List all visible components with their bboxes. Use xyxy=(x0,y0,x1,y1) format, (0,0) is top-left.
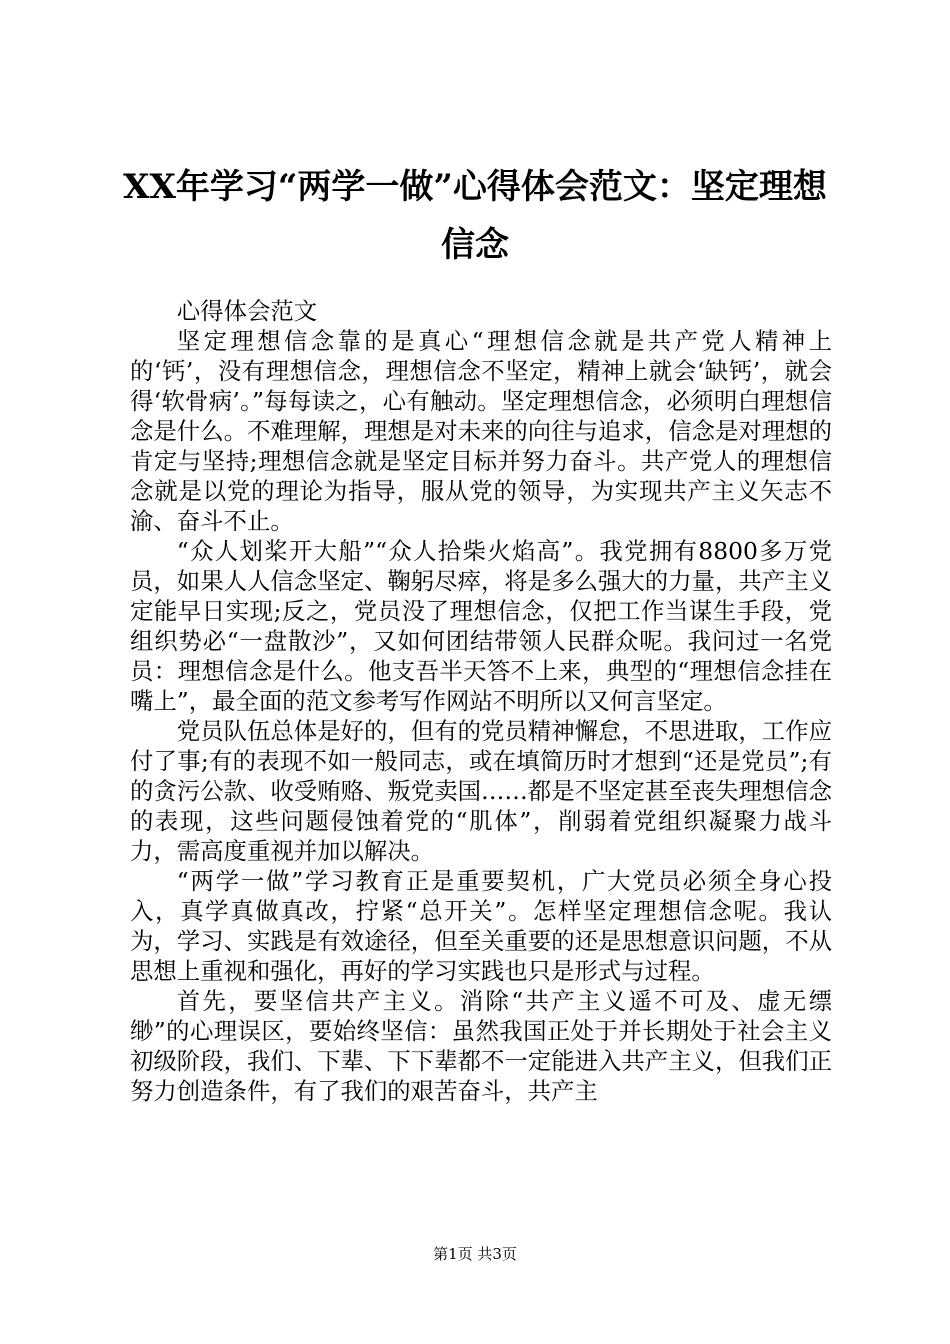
paragraph: 坚定理想信念靠的是真心“理想信念就是共产党人精神上的‘钙’，没有理想信念，理想信念不坚定，精神上就会‘缺钙’，就会得‘软骨病’。”每每读之，心有触动。坚定理想信念，必须明白理想信念是什么。不难理解，理想是对未来的向往与追求，信念是对理想的肯定与坚持;理想信念就是坚定目标并努力奋斗。共产党人的理想信念就是以党的理论为指导，服从党的领导，为实现共产主义矢志不渝、奋斗不止。 xyxy=(130,327,832,535)
page-number-footer: 第1页 共3页 xyxy=(433,1245,517,1263)
document-title: XX年学习“两学一做”心得体会范文：坚定理想信念 xyxy=(123,167,827,265)
paragraph: 党员队伍总体是好的，但有的党员精神懈怠，不思进取，工作应付了事;有的表现不如一般同志，或在填简历时才想到“还是党员”;有的贪污公款、收受贿赂、叛党卖国……都是不坚定甚至丧失理想信念的表现，这些问题侵蚀着党的“肌体”，削弱着党组织凝聚力战斗力，需高度重视并加以解决。 xyxy=(130,717,832,865)
paragraph: 心得体会范文 xyxy=(176,297,318,325)
paragraph: 首先，要坚信共产主义。消除“共产主义遥不可及、虚无缥缈”的心理误区，要始终坚信：虽然我国正处于并长期处于社会主义初级阶段，我们、下辈、下下辈都不一定能进入共产主义，但我们正努力创造条件，有了我们的艰苦奋斗，共产主 xyxy=(130,987,832,1105)
paragraph: “众人划桨开大船”“众人拾柴火焰高”。我党拥有8800多万党员，如果人人信念坚定、鞠躬尽瘁，将是多么强大的力量，共产主义定能早日实现;反之，党员没了理想信念，仅把工作当谋生手段，党组织势必“一盘散沙”，又如何团结带领人民群众呢。我问过一名党员：理想信念是什么。他支吾半天答不上来，典型的“理想信念挂在嘴上”，最全面的范文参考写作网站不明所以又何言坚定。 xyxy=(130,537,832,715)
document-body xyxy=(130,296,832,1106)
paragraph: “两学一做”学习教育正是重要契机，广大党员必须全身心投入，真学真做真改，拧紧“总开关”。怎样坚定理想信念呢。我认为，学习、实践是有效途径，但至关重要的还是思想意识问题，不从思想上重视和强化，再好的学习实践也只是形式与过程。 xyxy=(130,867,832,985)
